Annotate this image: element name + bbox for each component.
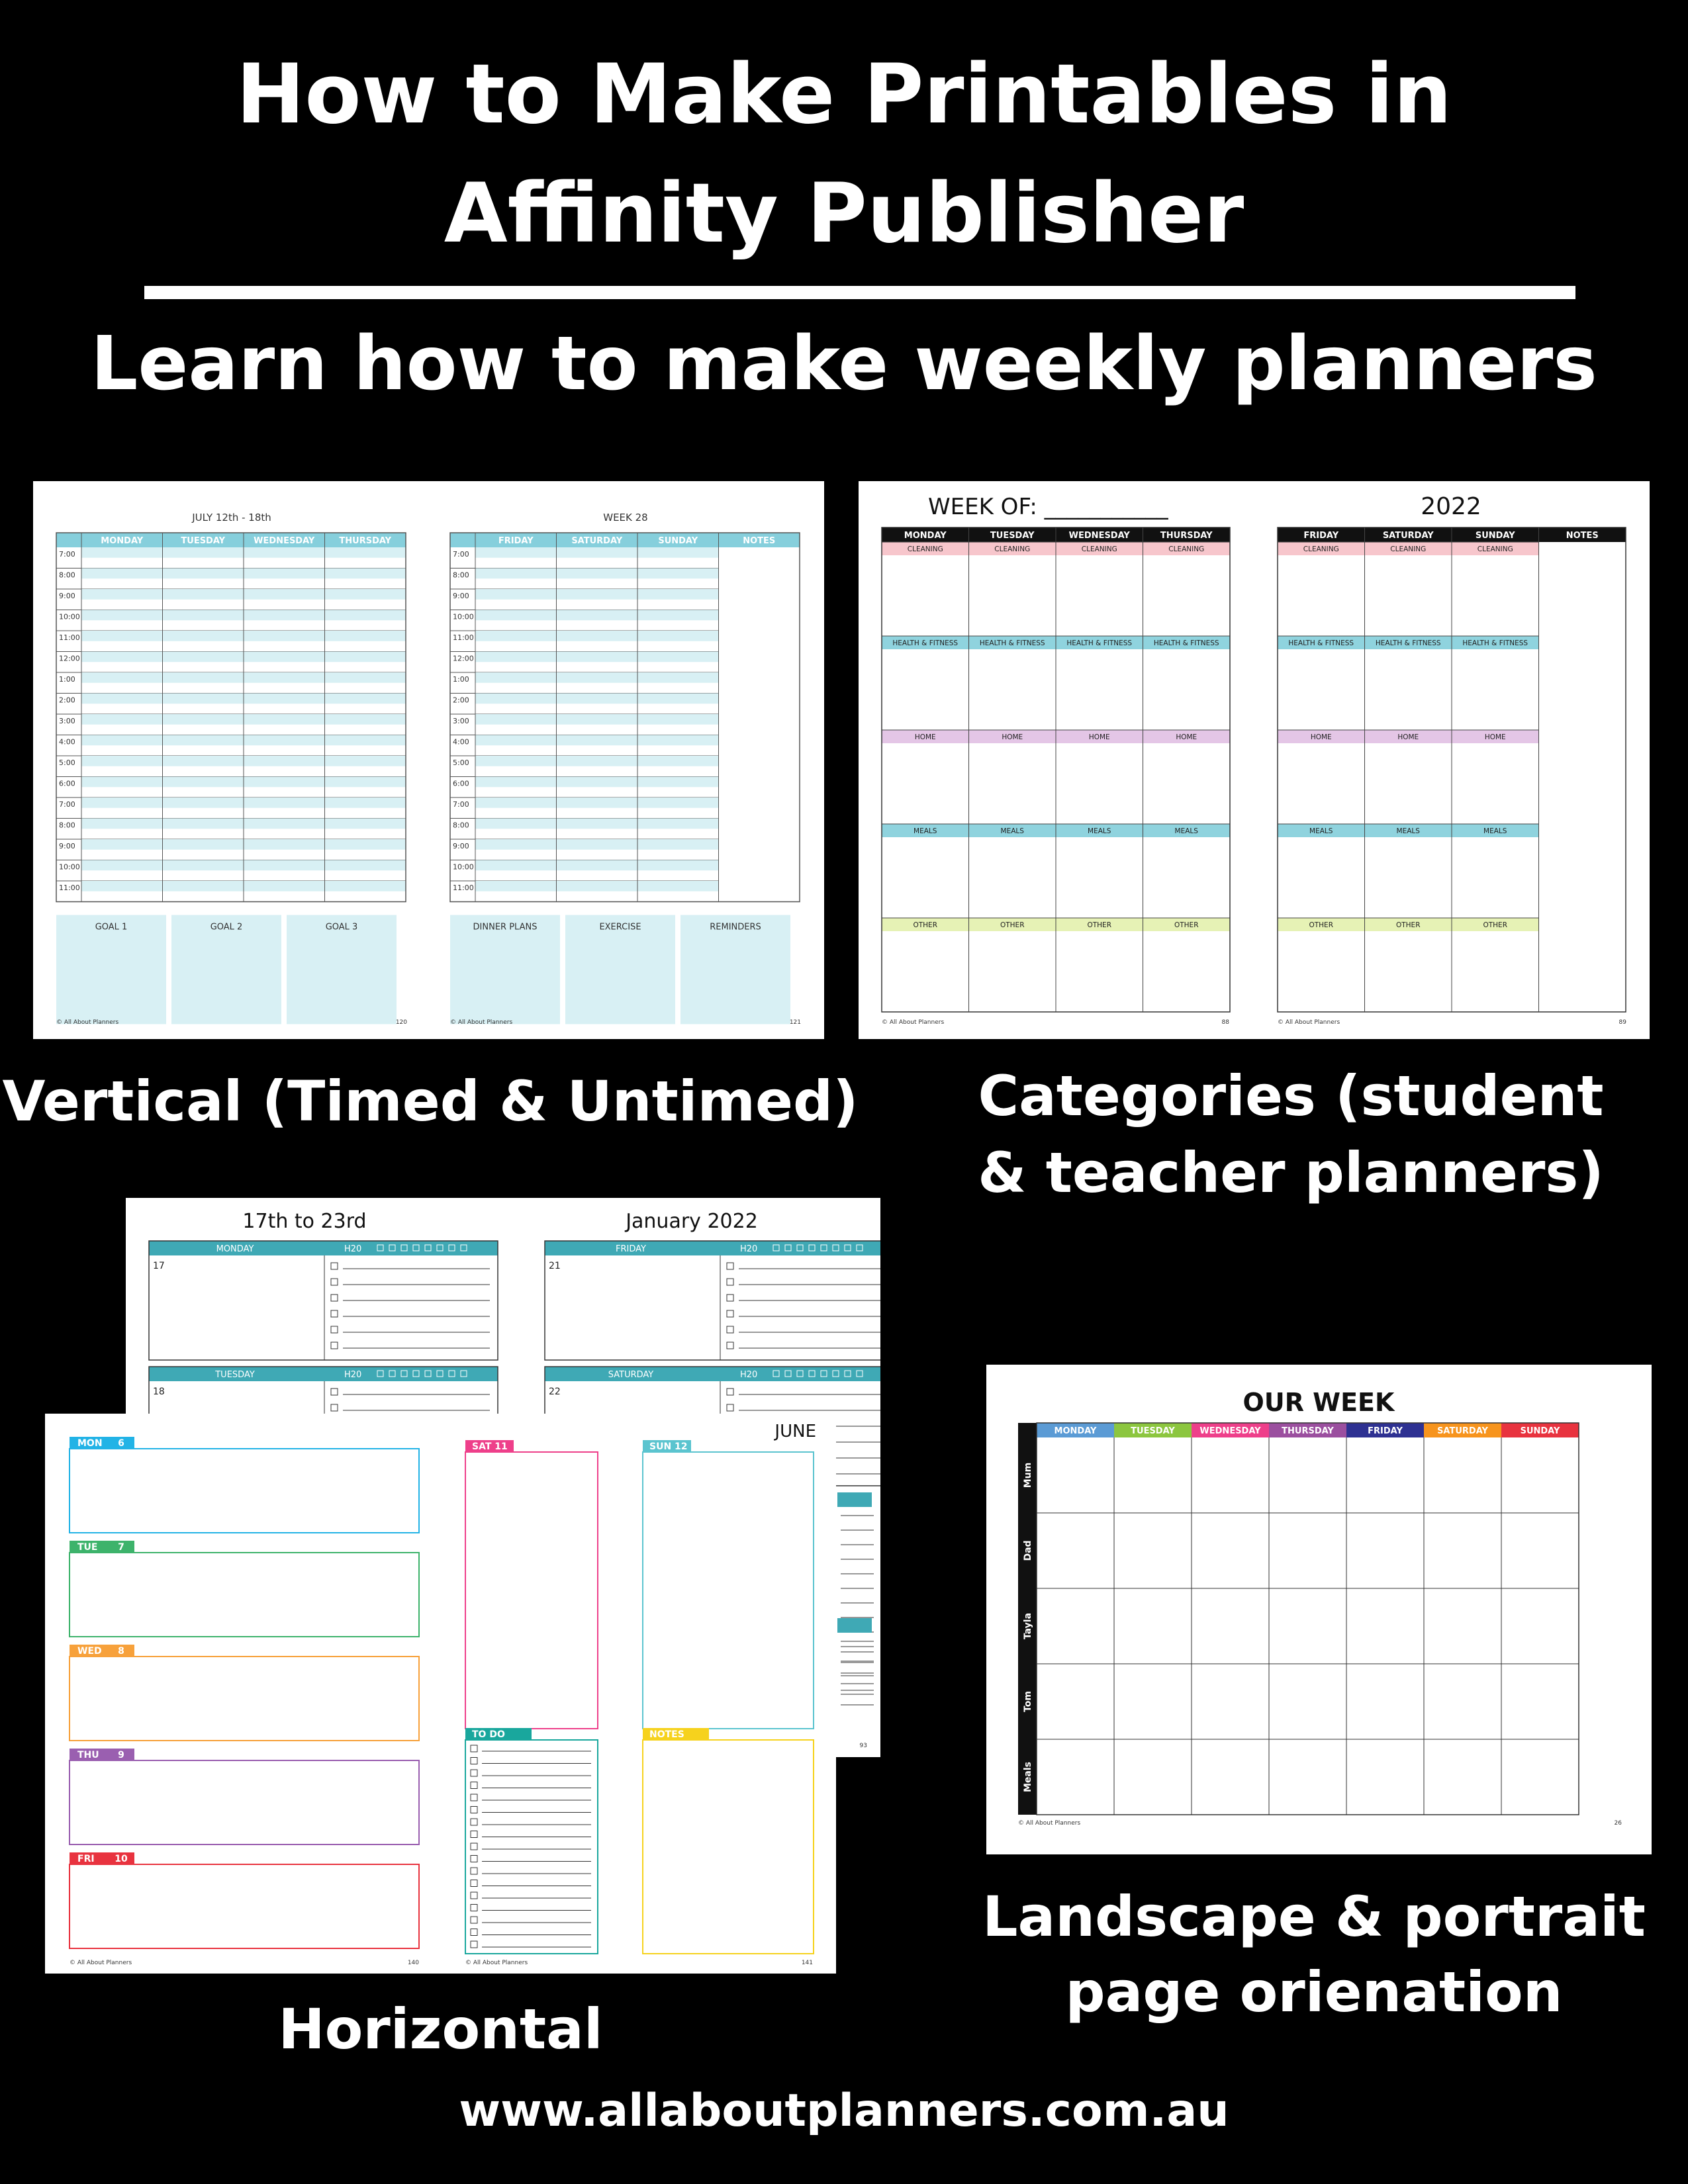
time-label: 8:00	[453, 821, 469, 830]
time-label: 10:00	[453, 862, 474, 872]
task-checkbox	[331, 1404, 338, 1411]
day-tab-label: THU	[77, 1750, 99, 1760]
day-tab-label: SAT 11	[472, 1441, 508, 1452]
copyright: © All About Planners	[56, 1019, 119, 1026]
task-checkbox	[471, 1856, 477, 1862]
task-checkbox	[471, 1745, 477, 1752]
category-label: HOME	[1310, 733, 1332, 741]
day-header-label: THURSDAY	[1282, 1426, 1334, 1436]
subtitle: Learn how to make weekly planners	[91, 321, 1597, 407]
page-number: 121	[789, 1019, 801, 1026]
day-box	[643, 1452, 814, 1729]
day-tab-label: MON	[77, 1438, 103, 1449]
task-checkbox	[471, 1880, 477, 1887]
task-checkbox	[331, 1388, 338, 1395]
month-title: January 2022	[626, 1210, 758, 1233]
day-header: SUNDAY	[658, 536, 698, 546]
task-checkbox	[727, 1295, 733, 1301]
day-header: MONDAY	[904, 531, 947, 541]
planning-box-label: REMINDERS	[710, 922, 761, 933]
day-header: TUESDAY	[181, 536, 226, 546]
day-box	[465, 1452, 598, 1729]
time-label: 9:00	[59, 842, 75, 850]
category-label: MEALS	[1396, 827, 1420, 835]
day-header: NOTES	[1566, 531, 1599, 541]
time-label: 5:00	[453, 758, 469, 767]
year-label: 2022	[1421, 493, 1481, 520]
member-label: Mum	[1023, 1462, 1033, 1488]
day-tab-label: TUE	[77, 1542, 98, 1553]
time-label: 1:00	[453, 675, 469, 684]
caption-categories-1: Categories (student	[978, 1064, 1604, 1128]
todo-box	[465, 1740, 598, 1954]
time-label: 2:00	[453, 696, 469, 705]
week-title: WEEK 28	[603, 512, 648, 523]
task-checkbox	[471, 1929, 477, 1936]
time-label: 4:00	[59, 737, 75, 747]
category-label: HOME	[1002, 733, 1023, 741]
category-label: CLEANING	[1477, 545, 1513, 553]
day-name: FRIDAY	[616, 1244, 646, 1254]
task-checkbox	[471, 1868, 477, 1874]
day-header-label: WEDNESDAY	[1199, 1426, 1261, 1436]
week-title: 17th to 23rd	[242, 1210, 367, 1233]
half-hour-shade	[475, 652, 719, 662]
category-label: CLEANING	[1303, 545, 1339, 553]
category-label: MEALS	[1088, 827, 1111, 835]
day-header-label: SUNDAY	[1520, 1426, 1560, 1436]
day-header: TUESDAY	[990, 531, 1035, 541]
categories-planner-graphic	[859, 481, 1650, 1039]
vertical-planner-graphic	[33, 481, 824, 1039]
week-of-label: WEEK OF: ___________	[928, 494, 1168, 520]
day-header: FRIDAY	[498, 536, 534, 546]
category-label: HOME	[1176, 733, 1197, 741]
title-divider	[144, 286, 1575, 299]
time-label: 11:00	[453, 884, 474, 892]
day-tab-label: FRI	[77, 1854, 95, 1864]
time-label: 10:00	[59, 862, 80, 872]
task-checkbox	[727, 1342, 733, 1349]
day-header-bar	[149, 1241, 498, 1255]
title-line-1: How to Make Printables in	[236, 47, 1452, 142]
copyright: © All About Planners	[450, 1019, 513, 1026]
category-label: MEALS	[914, 827, 937, 835]
time-label: 12:00	[59, 654, 80, 663]
caption-vertical: Vertical (Timed & Untimed)	[2, 1069, 859, 1134]
week-title: JULY 12th - 18th	[192, 512, 271, 523]
title-line-2: Affinity Publisher	[444, 166, 1244, 261]
task-checkbox	[471, 1794, 477, 1801]
day-header-bar	[149, 1367, 498, 1381]
day-header: FRIDAY	[1303, 531, 1339, 541]
time-label: 7:00	[453, 800, 469, 809]
time-label: 9:00	[453, 842, 469, 850]
time-label: 1:00	[59, 675, 75, 684]
day-number: 22	[549, 1387, 561, 1397]
category-label: HEALTH & FITNESS	[979, 639, 1045, 647]
time-label: 6:00	[453, 779, 469, 788]
half-hour-shade	[475, 672, 719, 683]
day-header-label: TUESDAY	[1131, 1426, 1175, 1436]
categories-planner-preview	[859, 481, 1650, 1039]
copyright: © All About Planners	[1018, 1820, 1081, 1827]
day-number: 17	[153, 1261, 165, 1271]
category-label: OTHER	[1000, 921, 1025, 929]
category-label: CLEANING	[1081, 545, 1117, 553]
half-hour-shade	[475, 797, 719, 808]
category-label: HOME	[1397, 733, 1419, 741]
caption-horizontal: Horizontal	[278, 1997, 603, 2062]
day-header: SUNDAY	[1475, 531, 1515, 541]
page-number: 88	[1221, 1019, 1229, 1026]
half-hour-shade	[475, 777, 719, 788]
task-checkbox	[471, 1941, 477, 1948]
page-number: 89	[1618, 1019, 1626, 1026]
category-label: CLEANING	[1390, 545, 1427, 553]
day-header-bar	[545, 1367, 880, 1381]
category-label: HOME	[1484, 733, 1506, 741]
task-checkbox	[471, 1917, 477, 1923]
half-hour-shade	[475, 735, 719, 746]
copyright: © All About Planners	[465, 1960, 528, 1966]
day-header-label: SATURDAY	[1437, 1426, 1488, 1436]
day-header: THURSDAY	[339, 536, 392, 546]
task-checkbox	[331, 1279, 338, 1285]
caption-orientation-2: page orienation	[1065, 1960, 1563, 2025]
category-label: HEALTH & FITNESS	[1462, 639, 1528, 647]
task-checkbox	[471, 1892, 477, 1899]
category-label: HOME	[1088, 733, 1110, 741]
task-checkbox	[331, 1310, 338, 1317]
horizontal-front-graphic	[45, 1414, 836, 1974]
time-label: 7:00	[453, 550, 469, 559]
day-box	[70, 1657, 419, 1741]
category-label: HEALTH & FITNESS	[1066, 639, 1133, 647]
category-label: HEALTH & FITNESS	[1288, 639, 1354, 647]
task-checkbox	[471, 1782, 477, 1789]
day-number: 21	[549, 1261, 561, 1271]
category-label: CLEANING	[1168, 545, 1205, 553]
month-label: JUNE	[774, 1422, 816, 1441]
task-checkbox	[471, 1843, 477, 1850]
task-checkbox	[727, 1263, 733, 1269]
planning-box-label: GOAL 1	[95, 922, 128, 933]
half-hour-shade	[475, 694, 719, 704]
notes-tab-label: NOTES	[649, 1729, 684, 1740]
time-label: 4:00	[453, 737, 469, 747]
category-label: OTHER	[1395, 921, 1421, 929]
day-tab-number: 7	[118, 1542, 124, 1553]
category-label: OTHER	[1309, 921, 1334, 929]
planning-box-label: GOAL 2	[210, 922, 243, 933]
copyright: © All About Planners	[1278, 1019, 1340, 1026]
page-number: 140	[407, 1960, 419, 1966]
half-hour-shade	[475, 589, 719, 600]
caption-orientation-1: Landscape & portrait	[982, 1884, 1646, 1949]
member-label: Tayla	[1023, 1612, 1033, 1640]
category-label: OTHER	[1087, 921, 1112, 929]
page-number: 26	[1614, 1820, 1622, 1827]
half-hour-shade	[475, 714, 719, 725]
page-number: 93	[859, 1743, 867, 1749]
time-label: 5:00	[59, 758, 75, 767]
water-label: H20	[344, 1370, 362, 1380]
category-label: OTHER	[1483, 921, 1508, 929]
time-label: 2:00	[59, 696, 75, 705]
category-label: HEALTH & FITNESS	[1153, 639, 1219, 647]
category-label: OTHER	[1174, 921, 1199, 929]
time-label: 3:00	[59, 717, 75, 725]
half-hour-shade	[475, 547, 719, 558]
caption-categories-2: & teacher planners)	[978, 1140, 1604, 1205]
day-header-bar	[837, 1492, 872, 1507]
day-header-bar	[837, 1618, 872, 1633]
task-checkbox	[727, 1404, 733, 1411]
half-hour-shade	[475, 860, 719, 871]
family-week-preview	[986, 1365, 1652, 1854]
day-header: WEDNESDAY	[1068, 531, 1130, 541]
day-tab-number: 6	[118, 1438, 124, 1449]
day-name: SATURDAY	[608, 1370, 654, 1380]
footer-url[interactable]: www.allaboutplanners.com.au	[459, 2085, 1229, 2137]
day-header: THURSDAY	[1160, 531, 1213, 541]
vertical-planner-preview	[33, 481, 824, 1039]
category-label: MEALS	[1483, 827, 1507, 835]
task-checkbox	[471, 1905, 477, 1911]
category-label: HEALTH & FITNESS	[1375, 639, 1441, 647]
day-header: SATURDAY	[571, 536, 623, 546]
task-checkbox	[471, 1770, 477, 1776]
day-header-label: MONDAY	[1054, 1426, 1097, 1436]
notes-box	[643, 1740, 814, 1954]
half-hour-shade	[475, 819, 719, 829]
task-checkbox	[331, 1342, 338, 1349]
water-label: H20	[344, 1244, 362, 1254]
half-hour-shade	[475, 756, 719, 766]
time-label: 11:00	[59, 633, 80, 642]
half-hour-shade	[475, 631, 719, 641]
time-label: 11:00	[59, 884, 80, 892]
half-hour-shade	[475, 881, 719, 891]
day-box	[70, 1449, 419, 1533]
planning-box-label: EXERCISE	[599, 922, 641, 933]
day-header: MONDAY	[101, 536, 144, 546]
half-hour-shade	[475, 610, 719, 621]
day-header: SATURDAY	[1382, 531, 1434, 541]
time-label: 10:00	[59, 612, 80, 621]
member-label: Dad	[1023, 1540, 1033, 1561]
day-name: TUESDAY	[215, 1370, 255, 1380]
category-label: HOME	[914, 733, 936, 741]
day-tab-label: WED	[77, 1646, 102, 1657]
time-label: 10:00	[453, 612, 474, 621]
water-label: H20	[740, 1370, 758, 1380]
task-checkbox	[331, 1295, 338, 1301]
task-checkbox	[727, 1326, 733, 1333]
day-box	[70, 1760, 419, 1844]
time-label: 12:00	[453, 654, 474, 663]
family-week-graphic	[986, 1365, 1652, 1854]
task-checkbox	[471, 1819, 477, 1825]
day-box	[70, 1553, 419, 1637]
day-box	[70, 1864, 419, 1948]
time-label: 9:00	[59, 592, 75, 600]
todo-tab-label: TO DO	[472, 1729, 505, 1740]
page-title: OUR WEEK	[1243, 1388, 1395, 1417]
grid-frame	[1037, 1423, 1579, 1815]
task-checkbox	[331, 1326, 338, 1333]
category-label: CLEANING	[994, 545, 1031, 553]
time-label: 8:00	[453, 570, 469, 580]
time-label: 8:00	[59, 821, 75, 830]
horizontal-planner-front-preview	[45, 1414, 836, 1974]
planning-box-label: DINNER PLANS	[473, 922, 538, 933]
time-label: 9:00	[453, 592, 469, 600]
category-label: MEALS	[1309, 827, 1333, 835]
page-number: 120	[395, 1019, 407, 1026]
task-checkbox	[727, 1310, 733, 1317]
time-label: 3:00	[453, 717, 469, 725]
task-checkbox	[727, 1388, 733, 1395]
day-header-bar	[545, 1241, 880, 1255]
time-label: 7:00	[59, 550, 75, 559]
day-header: WEDNESDAY	[254, 536, 315, 546]
time-label: 6:00	[59, 779, 75, 788]
category-label: MEALS	[1000, 827, 1024, 835]
copyright: © All About Planners	[882, 1019, 945, 1026]
category-label: CLEANING	[907, 545, 943, 553]
category-label: HEALTH & FITNESS	[892, 639, 959, 647]
day-name: MONDAY	[216, 1244, 254, 1254]
category-label: OTHER	[913, 921, 938, 929]
water-label: H20	[740, 1244, 758, 1254]
time-label: 7:00	[59, 800, 75, 809]
task-checkbox	[471, 1831, 477, 1838]
day-tab-label: SUN 12	[649, 1441, 688, 1452]
page-number: 141	[801, 1960, 813, 1966]
member-label: Tom	[1023, 1691, 1033, 1712]
task-checkbox	[727, 1279, 733, 1285]
time-label: 8:00	[59, 570, 75, 580]
half-hour-shade	[475, 569, 719, 579]
task-checkbox	[471, 1807, 477, 1813]
task-checkbox	[331, 1263, 338, 1269]
day-header-label: FRIDAY	[1368, 1426, 1403, 1436]
day-header: NOTES	[743, 536, 776, 546]
day-tab-number: 10	[115, 1854, 128, 1864]
copyright: © All About Planners	[70, 1960, 132, 1966]
half-hour-shade	[475, 839, 719, 850]
time-label: 11:00	[453, 633, 474, 642]
planning-box-label: GOAL 3	[325, 922, 358, 933]
day-number: 18	[153, 1387, 165, 1397]
day-tab-number: 9	[118, 1750, 124, 1760]
task-checkbox	[471, 1758, 477, 1764]
category-label: MEALS	[1174, 827, 1198, 835]
day-tab-number: 8	[118, 1646, 124, 1657]
member-label: Meals	[1023, 1761, 1033, 1793]
